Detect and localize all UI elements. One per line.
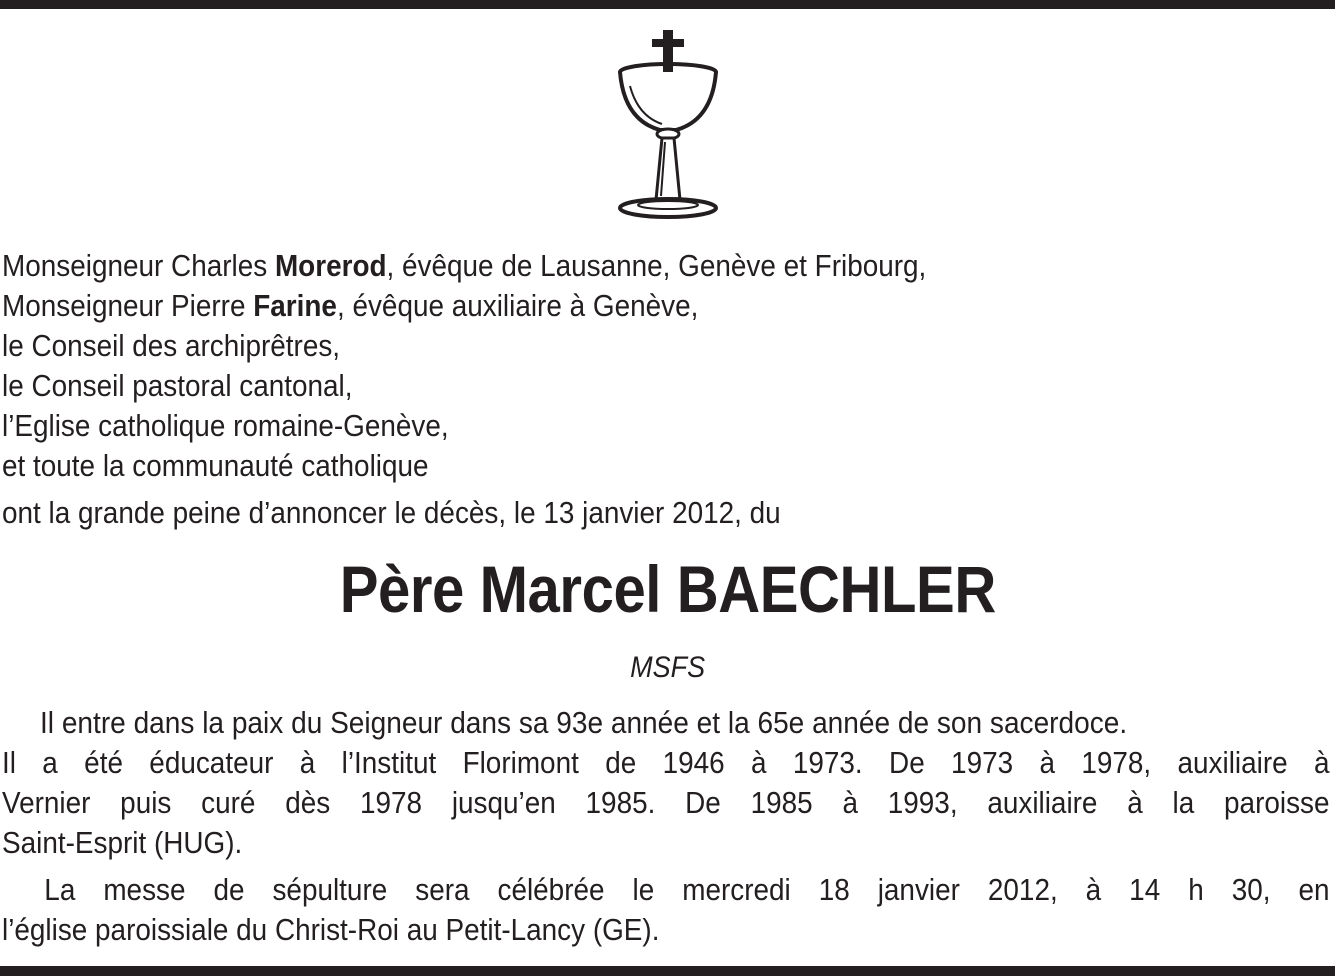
funeral-paragraph	[2, 870, 1332, 950]
biography-paragraph	[2, 703, 1332, 863]
sender-line: le Conseil pastoral cantonal,	[2, 368, 353, 403]
deceased-name	[0, 549, 1335, 629]
bottom-border-rule	[0, 966, 1335, 976]
biography-line: Saint-Esprit (HUG).	[2, 825, 243, 860]
religious-order	[0, 648, 1335, 688]
biography-line: Vernier puis curé dès 1978 jusqu’en 1985. De 1985 à 1993, auxiliaire à la paroisse	[2, 785, 1330, 820]
biography-line: Il a été éducateur à l’Institut Florimont de 1946 à 1973. De 1973 à 1978, auxiliaire à	[2, 745, 1330, 780]
sender-surname: Farine	[253, 288, 337, 323]
sender-line: l’Eglise catholique romaine-Genève,	[2, 408, 449, 443]
announcement-text: ont la grande peine d’annoncer le décès, le 13 janvier 2012, du	[2, 495, 781, 530]
sender-surname: Morerod	[274, 248, 387, 283]
sender-line: Monseigneur Charles Morerod, évêque de Lausanne, Genève et Fribourg,	[2, 248, 927, 283]
chalice-with-cross-icon	[616, 30, 720, 222]
religious-order-text: MSFS	[629, 651, 706, 684]
funeral-line: La messe de sépulture sera célébrée le mercredi 18 janvier 2012, à 14 h 30, en	[44, 872, 1330, 907]
sender-line: le Conseil des archiprêtres,	[2, 328, 341, 363]
deceased-name-text: Père Marcel BAECHLER	[339, 552, 996, 626]
top-border-rule	[0, 0, 1335, 9]
funeral-line: l’église paroissiale du Christ-Roi au Petit-Lancy (GE).	[2, 912, 660, 947]
senders-list	[2, 246, 1199, 486]
sender-line: et toute la communauté catholique	[2, 448, 429, 483]
sender-line: Monseigneur Pierre Farine, évêque auxiliaire à Genève,	[2, 288, 699, 323]
biography-line: Il entre dans la paix du Seigneur dans sa 93e année et la 65e année de son sacerdoce.	[40, 705, 1128, 740]
